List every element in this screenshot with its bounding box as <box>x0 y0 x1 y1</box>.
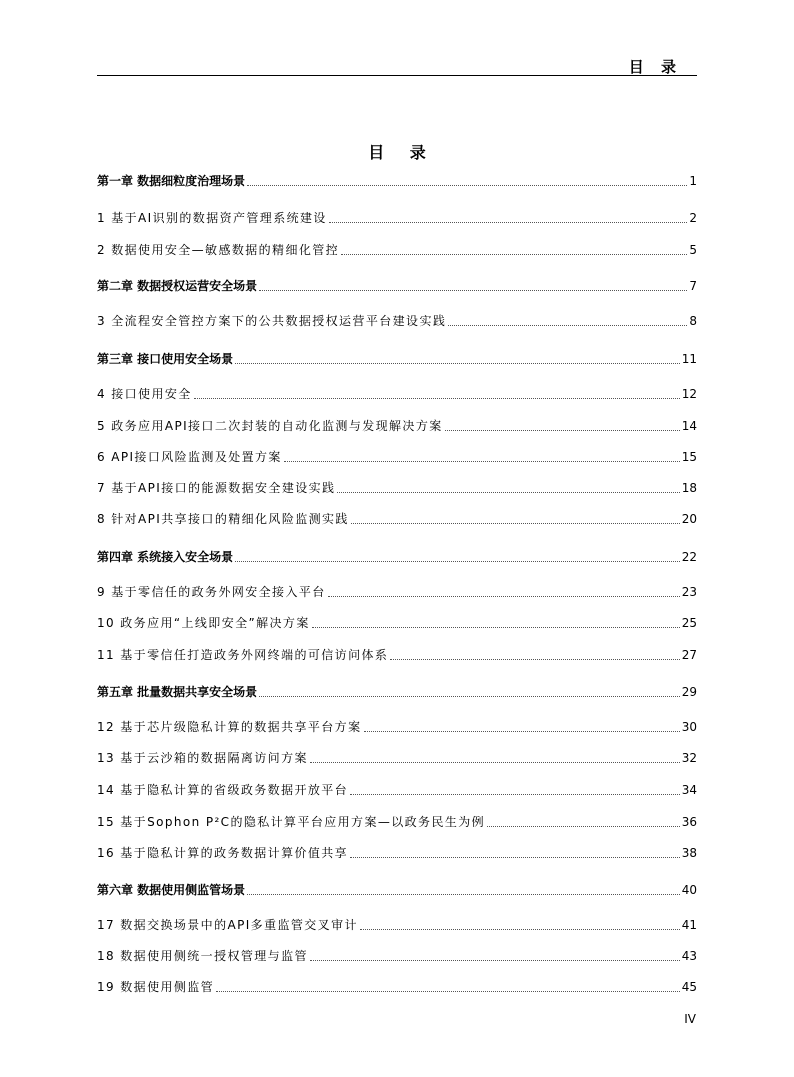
toc-entry-label: 13 基于云沙箱的数据隔离访问方案 <box>97 751 308 765</box>
toc-section-entry[interactable] <box>97 812 697 830</box>
toc-entry-label: 2 数据使用安全—敏感数据的精细化管控 <box>97 243 340 257</box>
dot-leader <box>351 523 680 524</box>
toc-entry-label: 3 全流程安全管控方案下的公共数据授权运营平台建设实践 <box>97 314 447 328</box>
toc-section-entry[interactable] <box>97 613 697 631</box>
header-rule <box>97 75 697 76</box>
toc-section-entry[interactable] <box>97 843 697 861</box>
dot-leader <box>310 762 680 763</box>
toc-entry-label: 9 基于零信任的政务外网安全接入平台 <box>97 585 326 599</box>
toc-entry-page: 11 <box>681 352 697 366</box>
toc-entry-label: 12 基于芯片级隐私计算的数据共享平台方案 <box>97 720 362 734</box>
dot-leader <box>235 363 680 364</box>
toc-section-entry[interactable] <box>97 311 697 329</box>
toc-section-entry[interactable] <box>97 582 697 600</box>
toc-entry-page: 25 <box>681 616 697 630</box>
toc-entry-label: 第二章 数据授权运营安全场景 <box>97 279 258 293</box>
toc-entry-label: 15 基于Sophon P²C的隐私计算平台应用方案—以政务民生为例 <box>97 815 486 829</box>
toc-entry-label: 11 基于零信任打造政务外网终端的可信访问体系 <box>97 648 389 662</box>
toc-entry-page: 5 <box>689 243 697 257</box>
dot-leader <box>284 461 680 462</box>
dot-leader <box>487 826 680 827</box>
dot-leader <box>448 325 687 326</box>
dot-leader <box>194 398 680 399</box>
toc-section-entry[interactable] <box>97 447 697 465</box>
toc-entry-label: 4 接口使用安全 <box>97 387 192 401</box>
toc-section-entry[interactable] <box>97 717 697 735</box>
toc-section-entry[interactable] <box>97 384 697 402</box>
toc-entry-page: 45 <box>681 980 697 994</box>
toc-entry-label: 10 政务应用“上线即安全”解决方案 <box>97 616 310 630</box>
toc-entry-label: 6 API接口风险监测及处置方案 <box>97 450 282 464</box>
dot-leader <box>341 254 687 255</box>
toc-chapter-entry[interactable] <box>97 547 697 565</box>
dot-leader <box>310 960 680 961</box>
toc-entry-label: 第六章 数据使用侧监管场景 <box>97 883 246 897</box>
toc-section-entry[interactable] <box>97 946 697 964</box>
toc-entry-page: 23 <box>681 585 697 599</box>
dot-leader <box>328 596 680 597</box>
toc-entry-page: 43 <box>681 949 697 963</box>
toc-entry-label: 14 基于隐私计算的省级政务数据开放平台 <box>97 783 349 797</box>
toc-entry-page: 40 <box>681 883 697 897</box>
toc-entry-label: 19 数据使用侧监管 <box>97 980 215 994</box>
toc-entry-page: 14 <box>681 419 697 433</box>
toc-entry-label: 18 数据使用侧统一授权管理与监管 <box>97 949 308 963</box>
toc-entry-label: 8 针对API共享接口的精细化风险监测实践 <box>97 512 349 526</box>
toc-entry-page: 20 <box>681 512 697 526</box>
dot-leader <box>445 430 680 431</box>
toc-entry-label: 第三章 接口使用安全场景 <box>97 352 234 366</box>
dot-leader <box>259 290 687 291</box>
toc-entry-page: 34 <box>681 783 697 797</box>
toc-entry-page: 8 <box>689 314 697 328</box>
dot-leader <box>360 929 680 930</box>
toc-entry-page: 30 <box>681 720 697 734</box>
running-header: 目 录 <box>628 58 682 76</box>
toc-section-entry[interactable] <box>97 416 697 434</box>
toc-entry-page: 36 <box>681 815 697 829</box>
toc-section-entry[interactable] <box>97 509 697 527</box>
page-number: IV <box>684 1012 696 1026</box>
toc-chapter-entry[interactable] <box>97 171 697 189</box>
dot-leader <box>350 857 680 858</box>
toc-entry-label: 16 基于隐私计算的政务数据计算价值共享 <box>97 846 349 860</box>
dot-leader <box>312 627 680 628</box>
toc-section-entry[interactable] <box>97 208 697 226</box>
dot-leader <box>350 794 680 795</box>
dot-leader <box>235 561 680 562</box>
toc-section-entry[interactable] <box>97 915 697 933</box>
toc-entry-page: 38 <box>681 846 697 860</box>
toc-entry-label: 7 基于API接口的能源数据安全建设实践 <box>97 481 336 495</box>
toc-entry-page: 1 <box>689 174 697 188</box>
toc-entry-label: 第一章 数据细粒度治理场景 <box>97 174 246 188</box>
dot-leader <box>390 659 679 660</box>
toc-section-entry[interactable] <box>97 645 697 663</box>
toc-chapter-entry[interactable] <box>97 880 697 898</box>
toc-entry-label: 17 数据交换场景中的API多重监管交叉审计 <box>97 918 358 932</box>
dot-leader <box>329 222 688 223</box>
toc-entry-label: 5 政务应用API接口二次封装的自动化监测与发现解决方案 <box>97 419 443 433</box>
dot-leader <box>216 991 680 992</box>
toc-section-entry[interactable] <box>97 478 697 496</box>
toc-entry-page: 18 <box>681 481 697 495</box>
toc-entry-page: 27 <box>681 648 697 662</box>
toc-entry-label: 第五章 批量数据共享安全场景 <box>97 685 258 699</box>
toc-chapter-entry[interactable] <box>97 276 697 294</box>
toc-chapter-entry[interactable] <box>97 682 697 700</box>
toc-entry-page: 29 <box>681 685 697 699</box>
toc-entry-page: 32 <box>681 751 697 765</box>
toc-title: 目 录 <box>368 143 436 162</box>
toc-chapter-entry[interactable] <box>97 349 697 367</box>
dot-leader <box>247 185 687 186</box>
dot-leader <box>337 492 679 493</box>
toc-entry-label: 1 基于AI识别的数据资产管理系统建设 <box>97 211 327 225</box>
toc-section-entry[interactable] <box>97 977 697 995</box>
toc-entry-page: 7 <box>689 279 697 293</box>
toc-section-entry[interactable] <box>97 780 697 798</box>
toc-section-entry[interactable] <box>97 748 697 766</box>
dot-leader <box>364 731 680 732</box>
toc-entry-page: 41 <box>681 918 697 932</box>
toc-section-entry[interactable] <box>97 240 697 258</box>
toc-entry-page: 22 <box>681 550 697 564</box>
toc-entry-page: 12 <box>681 387 697 401</box>
dot-leader <box>259 696 680 697</box>
toc-entry-page: 2 <box>689 211 697 225</box>
toc-entry-page: 15 <box>681 450 697 464</box>
toc-entry-label: 第四章 系统接入安全场景 <box>97 550 234 564</box>
dot-leader <box>247 894 680 895</box>
